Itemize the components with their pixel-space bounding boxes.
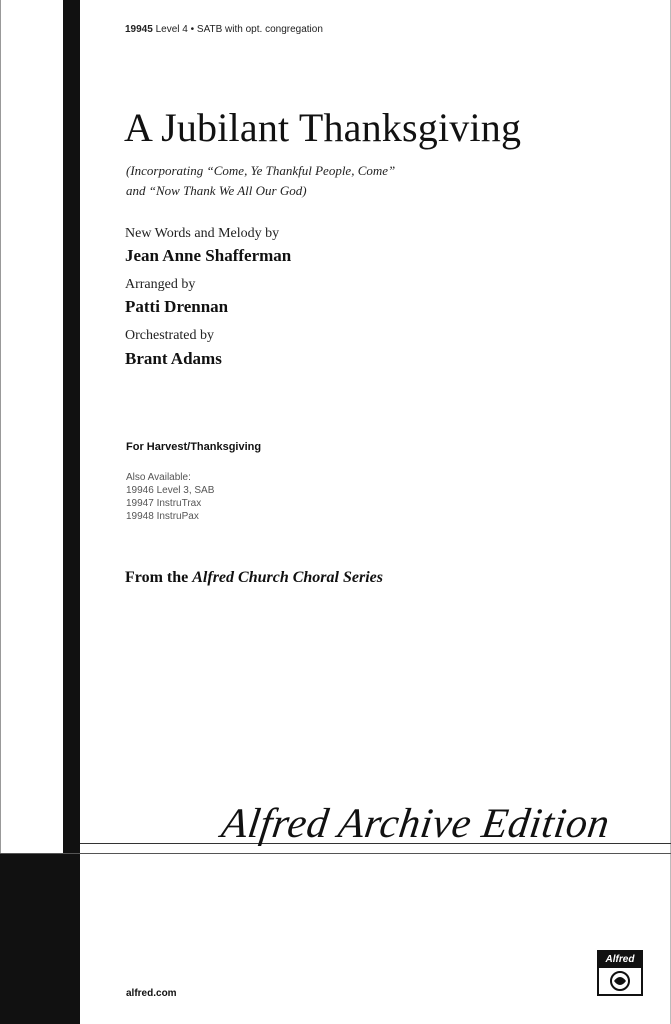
credit-name-orchestrated: Brant Adams [125,349,222,368]
logo-emblem-icon [605,970,635,992]
divider-line-bottom [0,853,671,854]
occasion-label: For Harvest/Thanksgiving [126,441,262,453]
left-border [0,0,1,853]
logo-wordmark: Alfred [599,952,641,968]
credit-role-arranged: Arranged by [125,277,196,292]
series-line [125,569,383,587]
list-item: 19948 InstruPax [126,511,199,522]
credit-name-arranged: Patti Drennan [125,297,229,316]
credit-name-words: Jean Anne Shafferman [125,246,292,265]
website-link[interactable]: alfred.com [126,988,177,999]
list-item: 19947 InstruTrax [126,498,202,509]
series-name: Alfred Church Choral Series [192,569,383,586]
credit-role-words: New Words and Melody by [125,226,280,241]
catalog-line [125,24,323,35]
also-available-list [126,471,214,523]
edition-script-title: Alfred Archive Edition [218,801,613,847]
credit-role-orchestrated: Orchestrated by [125,328,215,343]
catalog-number: 19945 [125,24,153,35]
incorporating-note [126,161,395,201]
series-prefix: From the [125,569,193,586]
also-available-heading: Also Available: [126,472,191,483]
page-title: A Jubilant Thanksgiving [124,105,522,150]
catalog-details: Level 4 • SATB with opt. congregation [155,24,323,35]
bottom-left-black-block [0,853,80,1024]
incorporating-line-1: (Incorporating “Come, Ye Thankful People, Come” [126,163,396,178]
alfred-logo [597,950,643,996]
incorporating-line-2: and “Now Thank We All Our God) [126,183,307,198]
list-item: 19946 Level 3, SAB [126,485,215,496]
